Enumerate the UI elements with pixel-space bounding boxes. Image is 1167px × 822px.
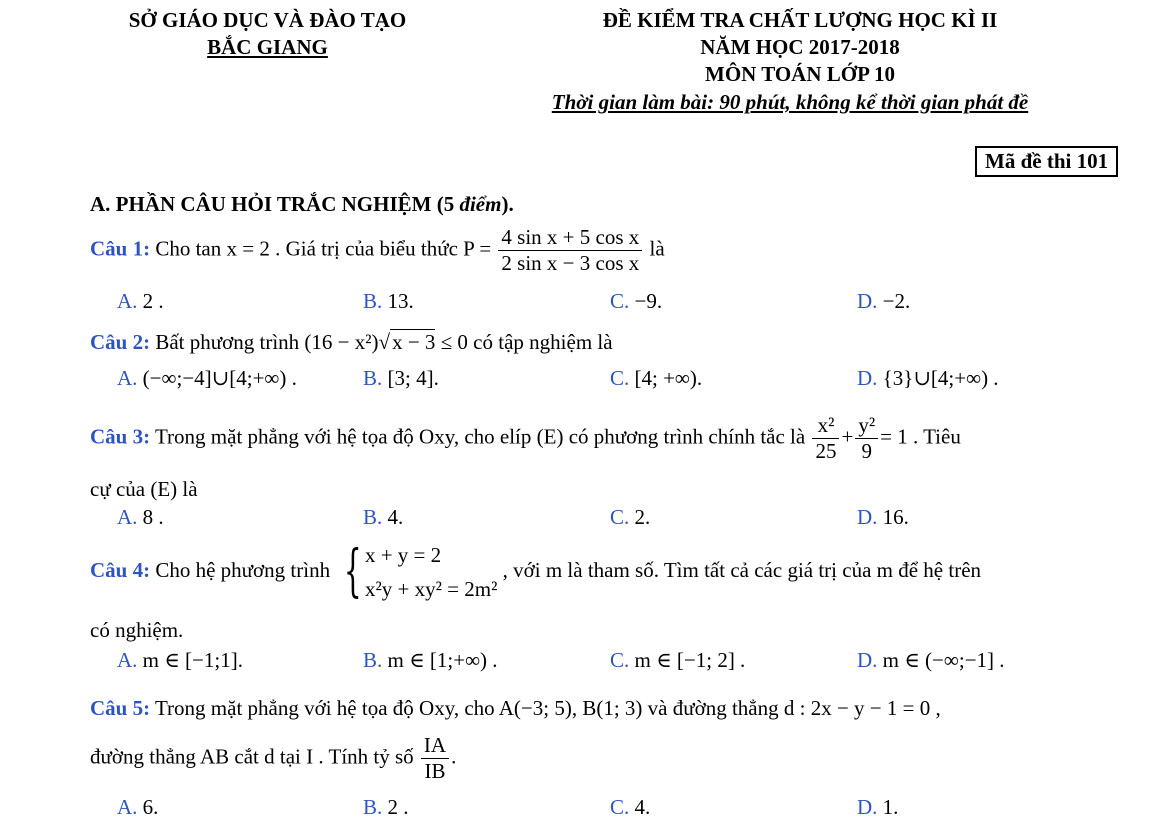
question-4: Câu 4: Cho hệ phương trình { x + y = 2 x²y + xy² = 2m² , với m là tham số. Tìm tất cả các giá trị của m để hệ trên xyxy=(90,539,982,604)
q3-fraction-y: $\frac{\text{y²}}{9}$ xyxy=(855,414,878,463)
question-3-line2: cự của (E) là xyxy=(90,477,198,501)
question-3: Câu 3: Trong mặt phẳng với hệ tọa độ Oxy, cho elíp (E) có phương trình chính tắc là $\frac{\text{x²}}{25}$ + $\frac{\text{y²}}{9}$ = 1 . Tiêu xyxy=(90,413,961,464)
subject: MÔN TOÁN LỚP 10 xyxy=(705,62,895,86)
q4-option-c[interactable]: C. m ∈ [−1; 2] . xyxy=(610,648,746,672)
q3-option-a[interactable]: A. 8 . xyxy=(117,505,164,529)
q5-option-d[interactable]: D. 1. xyxy=(857,795,899,819)
q5-option-a[interactable]: A. 6. xyxy=(117,795,159,819)
q3-option-d[interactable]: D. 16. xyxy=(857,505,909,529)
q1-fraction: $\frac{\text{4 sin x + 5 cos x}}{\text{2 sin x − 3 cos x}}$ xyxy=(498,226,642,275)
q1-option-d[interactable]: D. −2. xyxy=(857,289,911,313)
school-year: NĂM HỌC 2017-2018 xyxy=(700,35,900,59)
question-5-line2: đường thẳng AB cắt d tại I . Tính tỷ số $\frac{IA}{IB}$ . xyxy=(90,733,457,784)
q4-option-b[interactable]: B. m ∈ [1;+∞) . xyxy=(363,648,498,672)
question-5: Câu 5: Trong mặt phẳng với hệ tọa độ Oxy, cho A(−3; 5), B(1; 3) và đường thẳng d : 2x − y − 1 = 0 , xyxy=(90,696,941,720)
q3-fraction-x: $\frac{\text{x²}}{25}$ xyxy=(812,414,839,463)
q5-option-b[interactable]: B. 2 . xyxy=(363,795,409,819)
exam-code-box: Mã đề thi 101 xyxy=(975,146,1118,177)
q2-option-c[interactable]: C. [4; +∞). xyxy=(610,366,703,390)
q1-option-b[interactable]: B. 13. xyxy=(363,289,414,313)
q5-option-c[interactable]: C. 4. xyxy=(610,795,651,819)
q4-option-d[interactable]: D. m ∈ (−∞;−1] . xyxy=(857,648,1005,672)
question-2: Câu 2: Bất phương trình (16 − x²)√x − 3 ≤ 0 có tập nghiệm là xyxy=(90,330,613,354)
q2-option-b[interactable]: B. [3; 4]. xyxy=(363,366,439,390)
time-limit: Thời gian làm bài: 90 phút, không kể thời gian phát đề xyxy=(551,90,1029,114)
q3-option-c[interactable]: C. 2. xyxy=(610,505,651,529)
q1-option-c[interactable]: C. −9. xyxy=(610,289,663,313)
section-a-title: A. PHẦN CÂU HỎI TRẮC NGHIỆM (5 điểm). xyxy=(90,192,514,216)
q1-option-a[interactable]: A. 2 . xyxy=(117,289,164,313)
exam-title: ĐỀ KIỂM TRA CHẤT LƯỢNG HỌC KÌ II xyxy=(602,8,998,32)
q5-fraction: $\frac{IA}{IB}$ xyxy=(421,734,449,783)
q4-option-a[interactable]: A. m ∈ [−1;1]. xyxy=(117,648,243,672)
province-name: BẮC GIANG xyxy=(207,35,328,59)
department-name: SỞ GIÁO DỤC VÀ ĐÀO TẠO xyxy=(128,8,407,32)
q2-option-d[interactable]: D. {3}∪[4;+∞) . xyxy=(857,366,999,390)
question-4-line2: có nghiệm. xyxy=(90,618,184,642)
question-1: Câu 1: Cho tan x = 2 . Giá trị của biểu thức P = $\frac{\text{4 sin x + 5 cos x}}{\text{2 sin x − 3 cos x}}$ là xyxy=(90,225,665,276)
q2-option-a[interactable]: A. (−∞;−4]∪[4;+∞) . xyxy=(117,366,297,390)
q4-equation-system: { x + y = 2 x²y + xy² = 2m² xyxy=(344,539,498,604)
q3-option-b[interactable]: B. 4. xyxy=(363,505,404,529)
